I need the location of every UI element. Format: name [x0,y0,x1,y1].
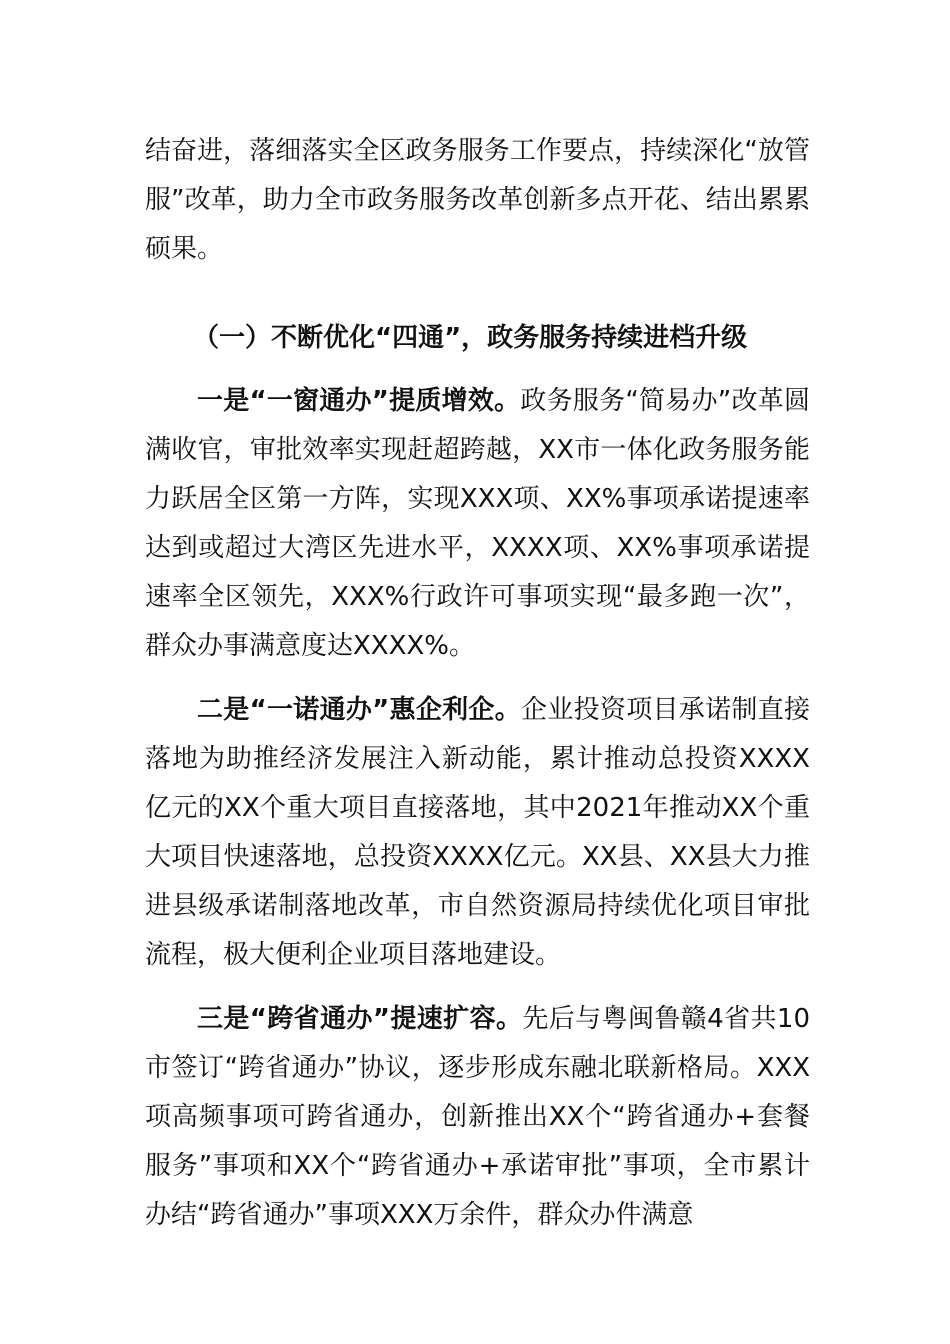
paragraph-2 [145,686,810,980]
paragraph-3 [145,995,810,1240]
document-body [145,127,810,1240]
paragraph-2-lead: 二是“一诺通办”惠企利企。 [197,695,522,725]
paragraph-3-lead: 三是“跨省通办”提速扩容。 [197,1004,523,1034]
paragraph-3-text: 先后与粤闽鲁赣4省共10市签订“跨省通办”协议，逐步形成东融北联新格局。XXX项高频事项可跨省通办，创新推出XX个“跨省通办+套餐服务”事项和XX个“跨省通办+承诺审批”事项，全市累计办结“跨省通办”事项XXX万余件，群众办件满意 [145,1004,810,1230]
paragraph-1 [145,377,810,671]
paragraph-1-text: 政务服务“简易办”改革圆满收官，审批效率实现赶超跨越，XX市一体化政务服务能力跃居全区第一方阵，实现XXX项、XX%事项承诺提速率达到或超过大湾区先进水平，XXXX项、XX%事项承诺提速率全区领先，XXX%行政许可事项实现“最多跑一次”，群众办事满意度达XXXX%。 [145,386,810,661]
section-heading: （一）不断优化“四通”，政务服务持续进档升级 [193,323,748,353]
intro-paragraph: 结奋进，落细落实全区政务服务工作要点，持续深化“放管服”改革，助力全市政务服务改革创新多点开花、结出累累硕果。 [145,136,810,264]
paragraph-2-text: 企业投资项目承诺制直接落地为助推经济发展注入新动能，累计推动总投资XXXX亿元的XX个重大项目直接落地，其中2021年推动XX个重大项目快速落地，总投资XXXX亿元。XX县、XX县大力推进县级承诺制落地改革，市自然资源局持续优化项目审批流程，极大便利企业项目落地建设。 [145,695,810,970]
paragraph-1-lead: 一是“一窗通办”提质增效。 [197,386,521,416]
